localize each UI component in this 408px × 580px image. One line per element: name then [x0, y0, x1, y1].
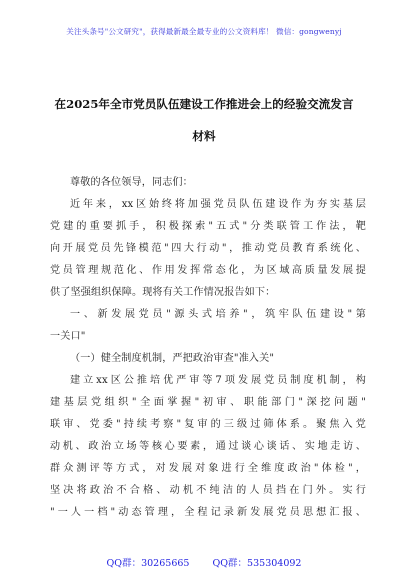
document-title: 在2025年全市党员队伍建设工作推进会上的经验交流发言: [54, 97, 354, 111]
paragraph-line: 建立xx区公推培优严审等7项发展党员制度机制，构: [70, 375, 366, 386]
salutation: 尊敬的各位领导，同志们：: [70, 177, 193, 188]
section-heading-continued: 一关口": [50, 331, 86, 342]
paragraph-line: 坚决将政治不合格、动机不纯洁的人员挡在门外。实行: [50, 485, 366, 496]
qq-group-2: QQ群：535304092: [212, 558, 302, 569]
paragraph-line: 向开展党员先锋模范"四大行动"，推动党员教育系统化、: [50, 243, 366, 254]
paragraph-line: 党员管理规范化、作用发挥常态化，为区域高质量发展提: [50, 265, 366, 276]
document-title-continued: 材料: [192, 129, 216, 143]
paragraph-line: 动机、政治立场等核心要素，通过谈心谈话、实地走访、: [50, 441, 366, 452]
document-body: [50, 172, 366, 524]
subsection-heading: （一）健全制度机制，严把政治审查"准入关": [70, 353, 275, 364]
paragraph-line: 供了坚强组织保障。现将有关工作情况报告如下：: [50, 287, 276, 298]
header-banner: 关注头条号"公文研究"，获得最新最全最专业的公文资料库！ 微信：gongwenyj: [66, 27, 342, 36]
paragraph-line: 联审、党委"持续考察"复审的三级过筛体系。聚焦入党: [50, 419, 366, 430]
section-heading: 一、新发展党员"源头式培养"，筑牢队伍建设"第: [70, 309, 366, 320]
footer-contact: [0, 555, 408, 569]
qq-group-1: QQ群：30265665: [106, 558, 190, 569]
paragraph-line: 建基层党组织"全面掌握"初审、职能部门"深挖问题": [50, 397, 366, 408]
paragraph-line: 近年来，xx区始终将加强党员队伍建设作为夯实基层: [70, 199, 366, 210]
paragraph-line: 党建的重要抓手，积极探索"五式"分类联管工作法，靶: [50, 221, 366, 232]
paragraph-line: 群众测评等方式，对发展对象进行全维度政治"体检"，: [50, 463, 366, 474]
paragraph-line: "一人一档"动态管理，全程记录新发展党员思想汇报、: [50, 507, 366, 518]
